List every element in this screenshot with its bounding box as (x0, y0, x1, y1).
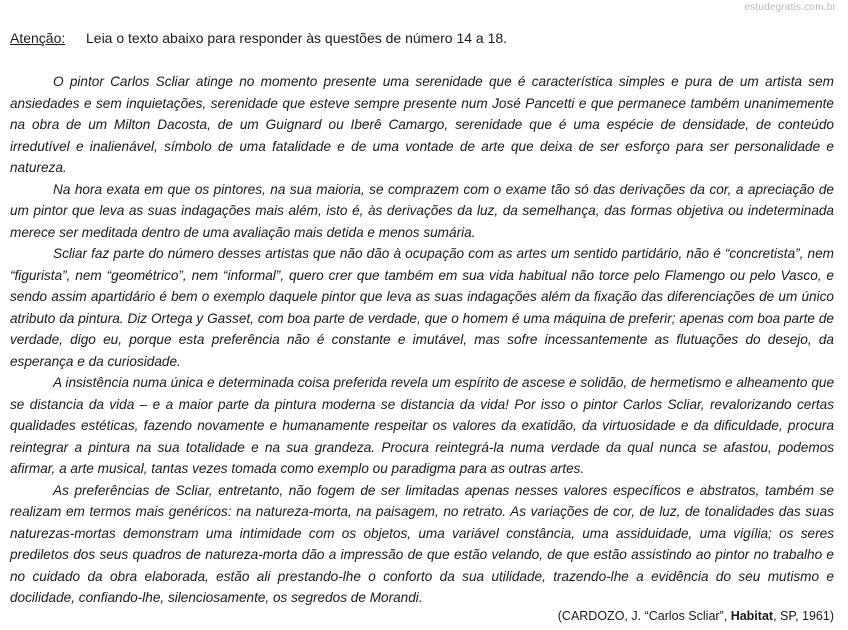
passage-paragraph-5: As preferências de Scliar, entretanto, não fogem de ser limitadas apenas nesses valores específicos e abstratos, também se realizam em termos mais genéricos: na natureza-morta, na paisagem, no retrato. As variações de cor, de luz, de tonalidades das suas naturezas-mortas demonstram uma intimidade com os objetos, uma variável constância, uma assiduidade, uma vigília; os seres prediletos dos seus quadros de natureza-morta dão a impressão de que estão velando, de que estão assistindo ao pintor no trabalho e no cuidado da obra elaborada, estão ali prestando-lhe o conforto da sua utilidade, trazendo-lhe a evidência do seu mutismo e docilidade, confiando-lhe, silenciosamente, os segredos de Morandi. (10, 482, 834, 605)
attention-instruction (10, 29, 507, 47)
citation-suffix: , SP, 1961) (773, 609, 834, 623)
passage-paragraph-3: Scliar faz parte do número desses artistas que não dão à ocupação com as artes um sentido partidário, não é “concretista”, nem “figurista”, nem “geométrico”, nem “informal”, quero crer que também em sua vida habitual não torce pelo Flamengo ou pelo Vasco, e sendo assim apartidário é bem o exemplo daquele pintor que leva as suas indagações além da fixação das diferenciações de um único atributo da pintura. Diz Ortega y Gasset, com boa parte de verdade, que o homem é uma máquina de preferir; apenas com boa parte de verdade, digo eu, porque esta preferência não é constante e imutável, mas sofre incessantemente as flutuações do desejo, da esperança e da curiosidade. (10, 246, 834, 369)
attention-label: Atenção: (10, 30, 66, 46)
passage-paragraph-1: O pintor Carlos Scliar atinge no momento presente uma serenidade que é característica simples e pura de um artista sem ansiedades e sem inquietações, serenidade que esteve sempre presente num José Pancetti e que permanece também unanimemente na obra de um Milton Dacosta, de um Guignard ou Iberê Camargo, serenidade que é uma espécie de densidade, de conteúdo irredutível e inalienável, símbolo de uma fatalidade e de uma vontade de arte que deixa de ser esforço para ser personalidade e natureza. (10, 74, 834, 175)
passage-paragraph-2: Na hora exata em que os pintores, na sua maioria, se comprazem com o exame tão só das derivações da cor, a apreciação de um pintor que leva as suas indagações mais além, isto é, às derivações da luz, da semelhança, das formas objetiva ou indeterminada merece ser meditada dentro de uma avaliação mais detida e menos sumária. (10, 181, 834, 240)
source-citation (558, 608, 834, 624)
passage-paragraph-4: A insistência numa única e determinada coisa preferida revela um espírito de ascese e solidão, de hermetismo e alheamento que se distancia da vida – e a maior parte da pintura moderna se distancia da vida! Por isso o pintor Carlos Scliar, revalorizando certas qualidades estéticas, fazendo novamente e humanamente respeitar os valores da exatidão, da virtuosidade e da dificuldade, procura reintegrar a pintura na sua totalidade e na sua grandeza. Procura reintegrá-la numa verdade da qual nunca se afastou, podemos afirmar, a arte musical, tantas vezes tomada como exemplo ou paradigma para as outras artes. (10, 375, 834, 476)
citation-prefix: (CARDOZO, J. “Carlos Scliar”, (557, 609, 731, 623)
attention-text: Leia o texto abaixo para responder às questões de número 14 a 18. (86, 30, 508, 46)
citation-source: Habitat (730, 609, 774, 623)
reading-passage (10, 71, 834, 609)
site-watermark: estudegratis.com.br (744, 2, 836, 13)
